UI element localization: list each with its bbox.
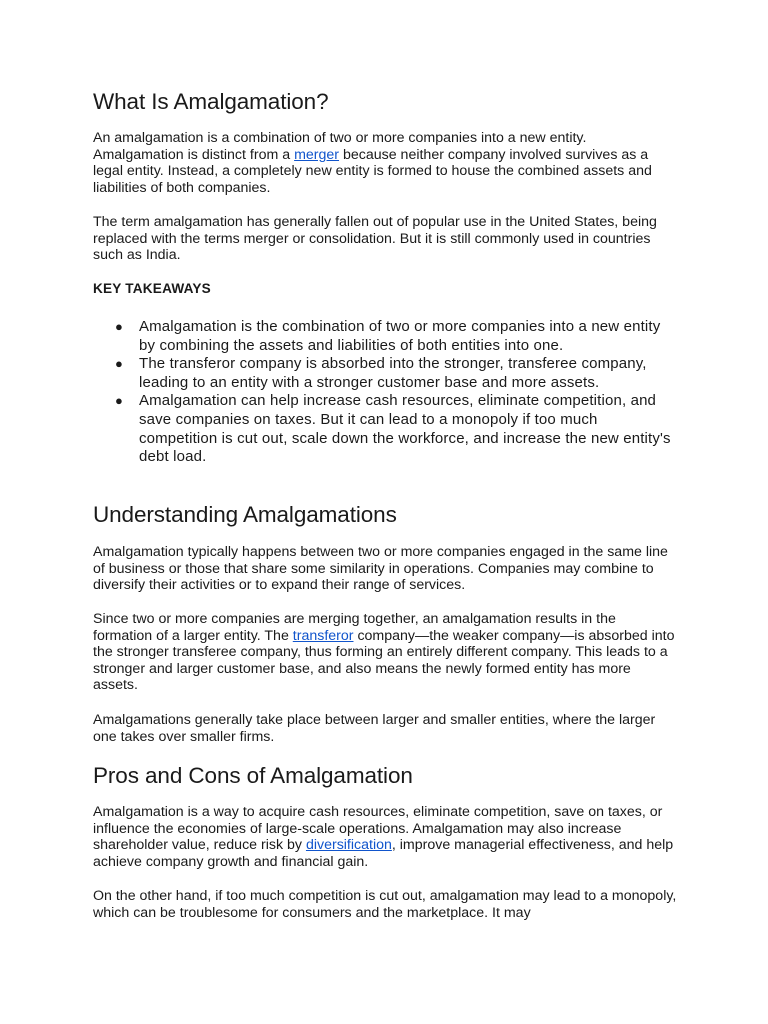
- diversification-link[interactable]: diversification: [305, 837, 392, 854]
- paragraph-merging-text-1: Since two or more companies are merging together, an amalgamation results in the formation of a larger entity. The: [93, 611, 616, 644]
- paragraph-pros: [93, 804, 678, 870]
- key-takeaways-list: [93, 318, 678, 467]
- paragraph-merging-text-2: company—the weaker company—is absorbed into the stronger transferee company, thus forming an entirely different company. This leads to a stronger and larger customer base, and also means the newly formed entity has more assets.: [93, 627, 675, 694]
- merger-link[interactable]: merger: [294, 146, 340, 163]
- takeaway-text: Amalgamation can help increase cash resources, eliminate competition, and save companies on taxes. But it can lead to a monopoly if too much competition is cut out, scale down the workforce, and increase the new entity's debt load.: [139, 392, 671, 466]
- list-item: [93, 355, 678, 392]
- bullet-icon: ●: [115, 393, 124, 409]
- bullet-icon: ●: [115, 356, 124, 372]
- transferor-link[interactable]: transferor: [292, 627, 354, 644]
- paragraph-merging: [93, 611, 678, 694]
- bullet-icon: ●: [115, 319, 124, 334]
- paragraph-cons: On the other hand, if too much competition is cut out, amalgamation may lead to a monopoly, which can be troublesome for consumers and the marketplace. It may: [93, 888, 677, 921]
- paragraph-pros-text-2: , improve managerial effectiveness, and help achieve company growth and financial gain.: [93, 837, 674, 870]
- paragraph-pros-text-1: Amalgamation is a way to acquire cash resources, eliminate competition, save on taxes, or influence the economies of large-scale operations. Amalgamation may also increase shareholder value, reduce risk by: [93, 804, 663, 854]
- paragraph-typical: Amalgamation typically happens between two or more companies engaged in the same line of business or those that share some similarity in operations. Companies may combine to diversify their activities or to expand their range of services.: [93, 544, 668, 594]
- section-title-what-is-amalgamation: What Is Amalgamation?: [93, 89, 329, 114]
- section-title-pros-cons: Pros and Cons of Amalgamation: [93, 763, 413, 788]
- paragraph-definition-text-1: An amalgamation is a combination of two or more companies into a new entity. Amalgamation is distinct from a: [93, 130, 587, 163]
- list-item: [93, 392, 678, 466]
- takeaway-text: Amalgamation is the combination of two or more companies into a new entity by combining the assets and liabilities of both entities into one.: [139, 318, 661, 354]
- paragraph-usage: The term amalgamation has generally fallen out of popular use in the United States, being replaced with the terms merger or consolidation. But it is still commonly used in countries such as India.: [93, 214, 657, 264]
- paragraph-definition-text-2: because neither company involved survives as a legal entity. Instead, a completely new entity is formed to house the combined assets and liabilities of both companies.: [93, 146, 652, 196]
- section-title-understanding: Understanding Amalgamations: [93, 502, 397, 527]
- paragraph-definition: [93, 130, 678, 196]
- takeaway-text: The transferor company is absorbed into the stronger, transferee company, leading to an entity with a stronger customer base and more assets.: [139, 355, 647, 391]
- paragraph-larger-smaller: Amalgamations generally take place between larger and smaller entities, where the larger one takes over smaller firms.: [93, 712, 656, 745]
- key-takeaways-heading: KEY TAKEAWAYS: [93, 281, 211, 296]
- list-item: [93, 318, 678, 355]
